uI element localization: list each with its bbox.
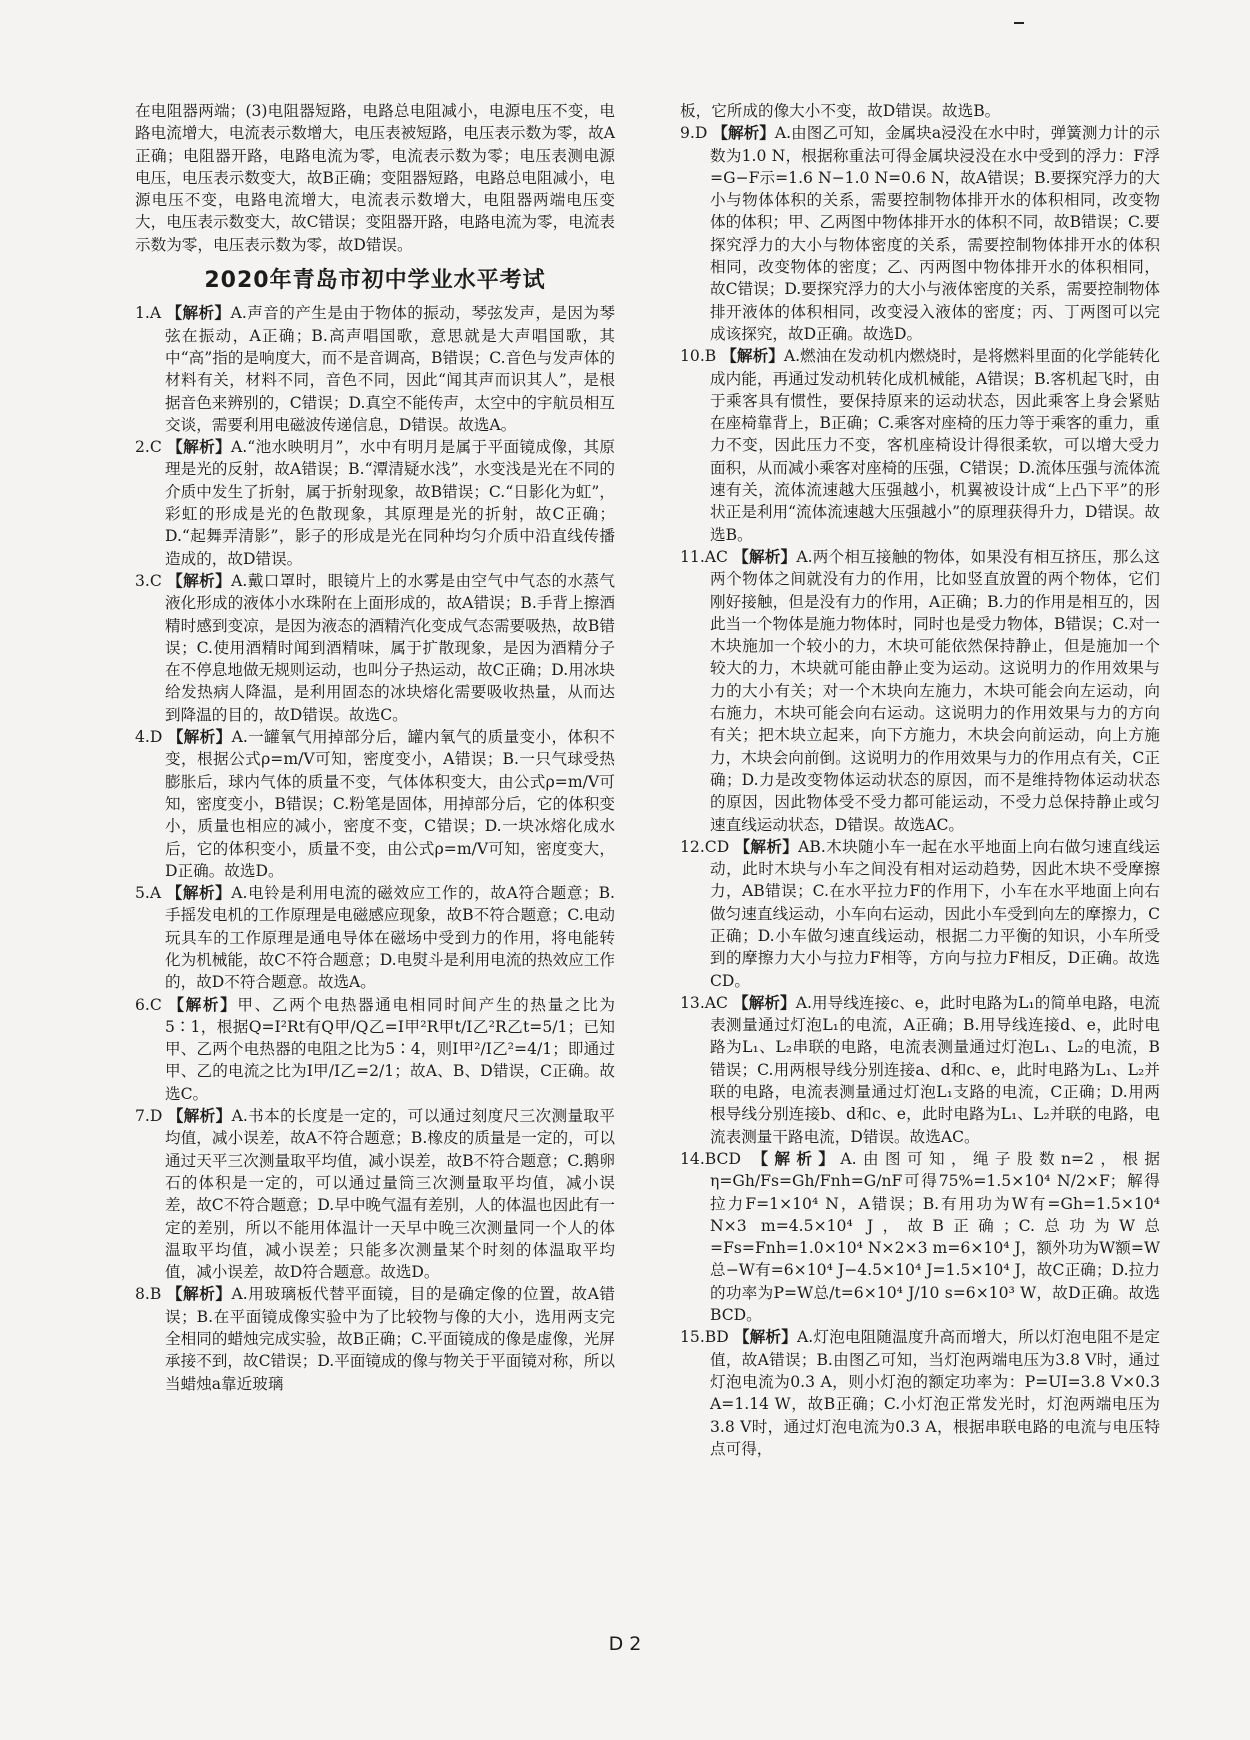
right-answer-list xyxy=(680,122,1160,1460)
analysis-tag: 【解析】 xyxy=(166,1285,232,1304)
analysis-tag: 【解析】 xyxy=(167,438,232,457)
answer-item xyxy=(680,1326,1160,1460)
answer-number: 5.A xyxy=(135,884,162,903)
answer-item xyxy=(135,302,615,436)
answer-number: 1.A xyxy=(135,304,162,323)
page-number: D 2 xyxy=(608,1633,642,1655)
answer-number: 9.D xyxy=(680,124,708,143)
analysis-tag: 【解析】 xyxy=(712,124,775,143)
right-column xyxy=(680,100,1160,1460)
left-intro-paragraph: 在电阻器两端；(3)电阻器短路，电路总电阻减小，电源电压不变，电路电流增大，电流表示数增大，电压表被短路，电压表示数为零，故A正确；电阻器开路，电路电流为零，电流表示数为零；电压表测电源电压，电压表示数变大，故B正确；变阻器短路，电路总电阻减小，电源电压不变，电路电流增大，电流表示数增大，电阻器两端电压变大，电压表示数变大，故C错误；变阻器开路，电路电流为零，电流表示数为零，电压表示数为零，故D错误。 xyxy=(135,102,615,254)
answer-item xyxy=(680,992,1160,1148)
analysis-text: A.电铃是利用电流的磁效应工作的，故A符合题意；B.手摇发电机的工作原理是电磁感应现象，故B不符合题意；C.电动玩具车的工作原理是通电导体在磁场中受到力的作用，将电能转化为机械能，故C不符合题意；D.电熨斗是利用电流的热效应工作的，故D不符合题意。故选A。 xyxy=(165,884,615,992)
analysis-tag: 【解析】 xyxy=(168,995,238,1014)
answer-item xyxy=(135,1105,615,1283)
analysis-text: A.一罐氧气用掉部分后，罐内氧气的质量变小，体积不变，根据公式ρ=m/V可知，密度变小，A错误；B.一只气球受热膨胀后，球内气体的质量不变，气体体积变大，由公式ρ=m/V可知，密度变小，B错误；C.粉笔是固体，用掉部分后，它的体积变小，质量也相应的减小，密度不变，C错误；D.一块冰熔化成水后，它的体积变小，质量不变，由公式ρ=m/V可知，密度变大，D正确。故选D。 xyxy=(165,728,615,880)
answer-number: 3.C xyxy=(135,571,162,590)
analysis-text: A.书本的长度是一定的，可以通过刻度尺三次测量取平均值，减小误差，故A不符合题意；B.橡皮的质量是一定的，可以通过天平三次测量取平均值，减小误差，故B不符合题意；C.鹅卵石的体积是一定的，可以通过量筒三次测量取平均值，减小误差，故C不符合题意；D.早中晚气温有差别，人的体温也因此有一定的差别，所以不能用体温计一天早中晚三次测量同一个人的体温取平均值，减小误差；只能多次测量某个时刻的体温取平均值，减小误差，故D符合题意。故选D。 xyxy=(165,1107,615,1282)
analysis-tag: 【解析】 xyxy=(721,347,784,366)
analysis-tag: 【解析】 xyxy=(733,1328,797,1347)
top-margin-mark xyxy=(1014,22,1024,24)
analysis-tag: 【解析】 xyxy=(166,884,232,903)
analysis-text: A.声音的产生是由于物体的振动，琴弦发声，是因为琴弦在振动，A正确；B.高声唱国歌，意思就是大声唱国歌，其中“高”指的是响度大，而不是音调高，B错误；C.音色与发声体的材料有关，材料不同，音色不同，因此“闻其声而识其人”，是根据音色来辨别的，C错误；D.真空不能传声，太空中的宇航员相互交谈，需要利用电磁波传递信息，D错误。故选A。 xyxy=(165,304,615,434)
exam-title: 2020年青岛市初中学业水平考试 xyxy=(204,268,546,294)
left-answer-list xyxy=(135,302,615,1395)
answer-number: 15.BD xyxy=(680,1328,729,1347)
answer-number: 14.BCD xyxy=(680,1149,741,1168)
answer-item xyxy=(680,122,1160,345)
analysis-tag: 【解析】 xyxy=(167,571,232,590)
answer-item xyxy=(135,726,615,882)
answer-item xyxy=(135,882,615,993)
analysis-text: A.“池水映明月”，水中有明月是属于平面镜成像，其原理是光的反射，故A错误；B.“潭清疑水浅”，水变浅是光在不同的介质中发生了折射，属于折射现象，故B错误；C.“日影化为虹”，彩虹的形成是光的色散现象，其原理是光的折射，故C正确；D.“起舞弄清影”，影子的形成是光在同种均匀介质中沿直线传播造成的，故D错误。 xyxy=(165,438,615,568)
answer-number: 13.AC xyxy=(680,993,728,1012)
answer-number: 8.B xyxy=(135,1285,162,1304)
analysis-text: A.用玻璃板代替平面镜，目的是确定像的位置，故A错误；B.在平面镜成像实验中为了比较物与像的大小，选用两支完全相同的蜡烛完成实验，故B正确；C.平面镜成的像是虚像，光屏承接不到，故C错误；D.平面镜成的像与物关于平面镜对称，所以当蜡烛a靠近玻璃 xyxy=(165,1285,615,1393)
analysis-tag: 【解析】 xyxy=(167,1107,232,1126)
analysis-tag: 【解析】 xyxy=(167,728,232,747)
answer-item xyxy=(680,546,1160,836)
answer-item xyxy=(135,994,615,1105)
answer-number: 12.CD xyxy=(680,837,730,856)
analysis-text: A.由图乙可知，金属块a浸没在水中时，弹簧测力计的示数为1.0 N，根据称重法可得金属块浸没在水中受到的浮力：F浮=G−F示=1.6 N−1.0 N=0.6 N，故A错误；B.要探究浮力的大小与物体体积的关系，需要控制物体排开水的体积相同，改变物体的体积；甲、乙两图中物体排开水的体积不同，故B错误；C.要探究浮力的大小与物体密度的关系，需要控制物体排开水的体积相同，改变物体的密度；乙、丙两图中物体排开水的体积相同，故C错误；D.要探究浮力的大小与液体密度的关系，需要控制物体排开液体的体积相同，改变浸入液体的密度；丙、丁两图可以完成该探究，故D正确。故选D。 xyxy=(710,124,1160,343)
answer-item xyxy=(135,1283,615,1394)
answer-item xyxy=(135,570,615,726)
answer-number: 11.AC xyxy=(680,547,728,566)
analysis-tag: 【解析】 xyxy=(733,993,796,1012)
analysis-tag: 【解析】 xyxy=(733,547,797,566)
analysis-tag: 【解析】 xyxy=(752,1149,841,1168)
analysis-tag: 【解析】 xyxy=(166,304,231,323)
analysis-text: A.用导线连接c、e，此时电路为L₁的简单电路，电流表测量通过灯泡L₁的电流，A正确；B.用导线连接d、e，此时电路为L₁、L₂串联的电路，电流表测量通过灯泡L₁、L₂的电流，B错误；C.用两根导线分别连接a、d和c、e，此时电路为L₁、L₂并联的电路，电流表测量通过灯泡L₁支路的电流，C正确；D.用两根导线分别连接b、d和c、e，此时电路为L₁、L₂并联的电路，电流表测量干路电流，D错误。故选AC。 xyxy=(710,993,1160,1146)
analysis-tag: 【解析】 xyxy=(734,837,799,856)
answer-item xyxy=(680,1148,1160,1326)
answer-number: 7.D xyxy=(135,1107,163,1126)
answer-item xyxy=(135,436,615,570)
analysis-text: A.由图可知，绳子股数n=2，根据η=Gh/Fs=Gh/Fnh=G/nF可得75%=1.5×10⁴ N/2×F；解得拉力F=1×10⁴ N，A错误；B.有用功为W有=Gh=1.5×10⁴ N×3 m=4.5×10⁴ J，故B正确；C.总功为W总=Fs=Fnh=1.0×10⁴ N×2×3 m=6×10⁴ J，额外功为W额=W总−W有=6×10⁴ J−4.5×10⁴ J=1.5×10⁴ J，故C正确；D.拉力的功率为P=W总/t=6×10⁴ J/10 s=6×10³ W，故D正确。故选BCD。 xyxy=(710,1149,1160,1325)
answer-item xyxy=(680,836,1160,992)
analysis-text: A.戴口罩时，眼镜片上的水雾是由空气中气态的水蒸气液化形成的液体小水珠附在上面形成的，故A错误；B.手背上擦酒精时感到变凉，是因为液态的酒精汽化变成气态需要吸热，故B错误；C.使用酒精时闻到酒精味，属于扩散现象，是因为酒精分子在不停息地做无规则运动，也叫分子热运动，故C正确；D.用冰块给发热病人降温，是利用固态的冰块熔化需要吸收热量，从而达到降温的目的，故D错误。故选C。 xyxy=(165,571,615,724)
analysis-text: A.灯泡电阻随温度升高而增大，所以灯泡电阻不是定值，故A错误；B.由图乙可知，当灯泡两端电压为3.8 V时，通过灯泡电流为0.3 A，则小灯泡的额定功率为：P=UI=3.8 V×0.3 A=1.14 W，故B正确；C.小灯泡正常发光时，灯泡两端电压为3.8 V时，通过灯泡电流为0.3 A，根据串联电路的电流与电压特点可得， xyxy=(710,1328,1160,1458)
right-intro-paragraph: 板，它所成的像大小不变，故D错误。故选B。 xyxy=(680,102,1001,120)
analysis-text: 甲、乙两个电热器通电相同时间产生的热量之比为5∶1，根据Q=I²Rt有Q甲/Q乙=I甲²R甲t/I乙²R乙t=5/1；已知甲、乙两个电热器的电阻之比为5∶4，则I甲²/I乙²=4/1；即通过甲、乙的电流之比为I甲/I乙=2/1；故A、B、D错误，C正确。故选C。 xyxy=(165,995,615,1103)
left-column xyxy=(135,100,615,1395)
answer-number: 6.C xyxy=(135,995,162,1014)
analysis-text: AB.木块随小车一起在水平地面上向右做匀速直线运动，此时木块与小车之间没有相对运动趋势，因此木块不受摩擦力，AB错误；C.在水平拉力F的作用下，小车在水平地面上向右做匀速直线运动，小车向右运动，因此小车受到向左的摩擦力，C正确；D.小车做匀速直线运动，根据二力平衡的知识，小车所受到的摩擦力大小与拉力F相等，方向与拉力F相反，D正确。故选CD。 xyxy=(710,837,1160,990)
answer-item xyxy=(680,345,1160,546)
analysis-text: A.燃油在发动机内燃烧时，是将燃料里面的化学能转化成内能，再通过发动机转化成机械能，A错误；B.客机起飞时，由于乘客具有惯性，要保持原来的运动状态，因此乘客上身会紧贴在座椅靠背上，B正确；C.乘客对座椅的压力等于乘客的重力，重力不变，因此压力不变，客机座椅设计得很柔软，可以增大受力面积，从而减小乘客对座椅的压强，C错误；D.流体压强与流体流速有关，流体流速越大压强越小，机翼被设计成“上凸下平”的形状正是利用“流体流速越大压强越小”的原理获得升力，D错误。故选B。 xyxy=(710,347,1160,544)
answer-number: 4.D xyxy=(135,728,163,747)
answer-number: 2.C xyxy=(135,438,162,457)
analysis-text: A.两个相互接触的物体，如果没有相互挤压，那么这两个物体之间就没有力的作用，比如竖直放置的两个物体，它们刚好接触，但是没有力的作用，A正确；B.力的作用是相互的，因此当一个物体是施力物体时，同时也是受力物体，B错误；C.对一木块施加一个较小的力，木块可能依然保持静止，但是施加一个较大的力，木块就可能由静止变为运动。这说明力的作用效果与力的大小有关；对一个木块向左施力，木块可能会向左运动，向右施力，木块可能会向右运动。这说明力的作用效果与力的方向有关；把木块立起来，向下方施力，木块会向前运动，向上方施力，木块会向前倒。这说明力的作用效果与力的作用点有关，C正确；D.力是改变物体运动状态的原因，而不是维持物体运动状态的原因，因此物体受不受力都可能运动，不受力总保持静止或匀速直线运动状态，D错误。故选AC。 xyxy=(710,547,1160,834)
answer-number: 10.B xyxy=(680,347,717,366)
